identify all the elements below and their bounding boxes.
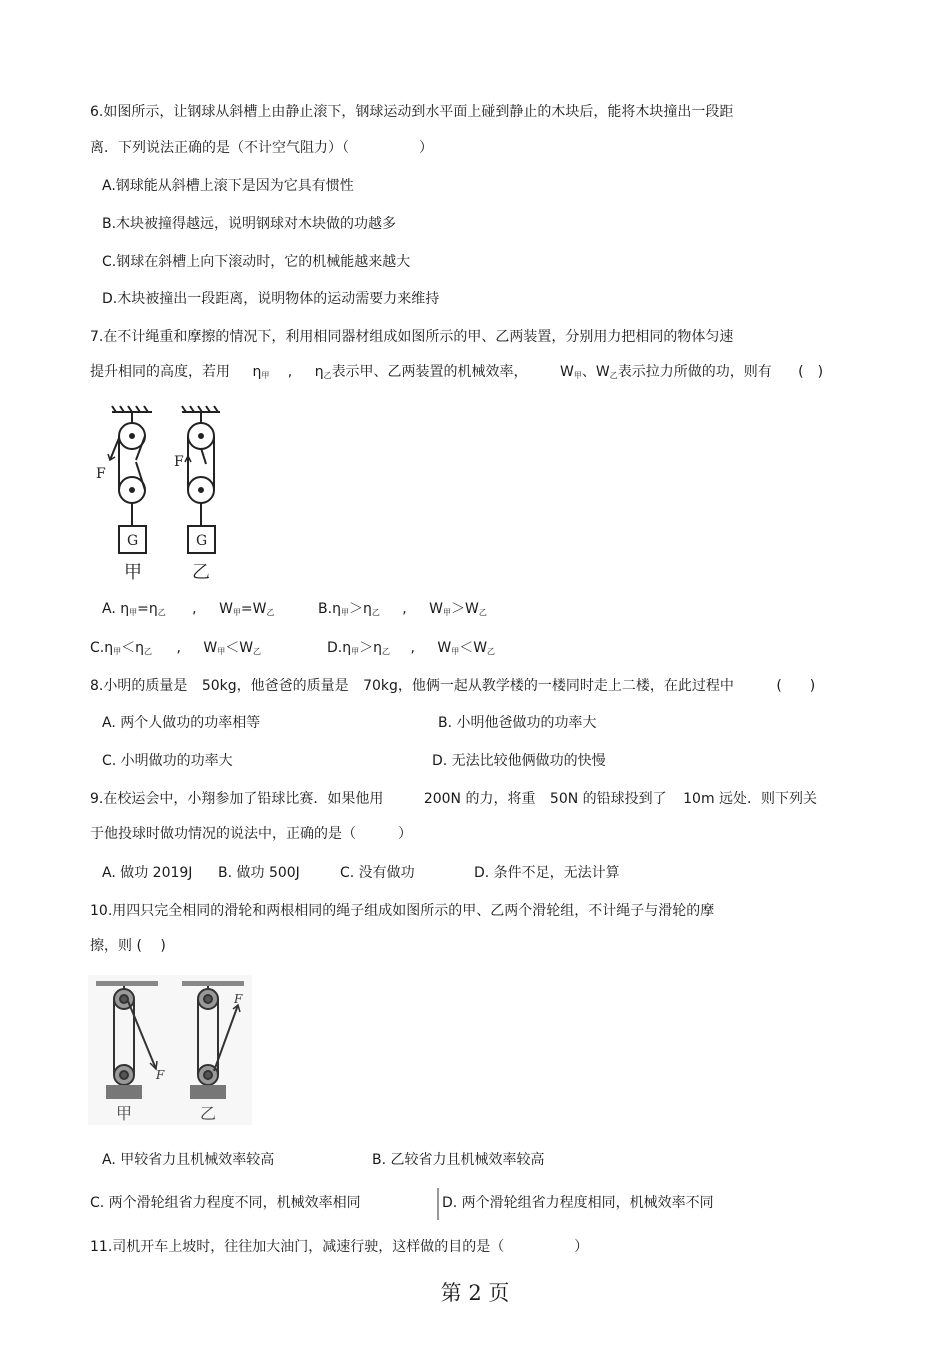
q8-option-c: C. 小明做功的功率大 [102, 753, 233, 769]
q10-force-label-left: F [156, 1068, 165, 1082]
q9-stem-line1: 9.在校运会中，小翔参加了铅球比赛．如果他用 200N 的力，将重 50N 的铅球投到了 10m 远处．则下列关 [90, 791, 818, 807]
q10-option-a: A. 甲较省力且机械效率较高 [102, 1152, 275, 1168]
q10-option-d: D. 两个滑轮组省力程度相同，机械效率不同 [442, 1195, 714, 1211]
column-divider [437, 1188, 439, 1220]
q8-option-d: D. 无法比较他俩做功的快慢 [432, 753, 606, 769]
q10-force-label-right: F [234, 992, 243, 1006]
q10-pulley-figure [88, 975, 252, 1125]
q9-option-b: B. 做功 500J [218, 865, 300, 881]
q11-stem: 11.司机开车上坡时，往往加大油门，减速行驶，这样做的目的是（ ） [90, 1239, 589, 1255]
q6-option-d: D.木块被撞出一段距离，说明物体的运动需要力来维持 [102, 291, 440, 307]
q10-device-label-jia: 甲 [116, 1104, 133, 1123]
q9-option-c: C. 没有做功 [340, 865, 415, 881]
q7-option-a: A. $\eta_甲=\eta_乙$ , $W_甲=W_乙$ [102, 601, 275, 617]
ceiling-left [96, 981, 158, 986]
q10-device-label-yi: 乙 [200, 1104, 217, 1123]
q7-weight-label-right: G [196, 533, 208, 549]
q7-option-b: $B.\eta_甲>\eta_乙$ , $W_甲>W_乙$ [318, 601, 487, 617]
q7-option-c: $C.\eta_甲<\eta_乙$ , $W_甲<W_乙$ [90, 640, 262, 656]
q6-stem-line2: 离．下列说法正确的是（不计空气阻力）（ ） [90, 140, 433, 156]
q10-option-c: C. 两个滑轮组省力程度不同，机械效率相同 [90, 1195, 361, 1211]
q7-stem-line1: 7.在不计绳重和摩擦的情况下，利用相同器材组成如图所示的甲、乙两装置，分别用力把相同的物体匀速 [90, 329, 734, 345]
q9-option-d: D. 条件不足，无法计算 [474, 865, 620, 881]
q7-device-label-jia: 甲 [124, 562, 142, 583]
weight-left [106, 1085, 142, 1099]
q7-force-label-left: F [96, 466, 106, 482]
q10-option-b: B. 乙较省力且机械效率较高 [372, 1152, 545, 1168]
q7-device-label-yi: 乙 [192, 562, 210, 583]
q10-stem-line2: 擦，则 ( ) [90, 938, 166, 954]
q8-stem: 8.小明的质量是 50kg，他爸爸的质量是 70kg，他俩一起从教学楼的一楼同时走上二楼，在此过程中 ( ) [90, 678, 816, 694]
q8-option-a: A. 两个人做功的功率相等 [102, 715, 261, 731]
q7-weight-label-left: G [127, 533, 139, 549]
q6-option-a: A.钢球能从斜槽上滚下是因为它具有惯性 [102, 178, 354, 194]
q9-stem-line2: 于他投球时做功情况的说法中，正确的是（ ） [90, 826, 412, 842]
ceiling-right [182, 981, 244, 986]
q6-option-c: C.钢球在斜槽上向下滚动时，它的机械能越来越大 [102, 254, 411, 270]
q7-stem-line2: 提升相同的高度，若用 $\eta_甲$ , $\eta_乙$表示甲、乙两装置的机械效率， $W_甲$、$W_乙$表示拉力所做的功，则有 ( ) [90, 364, 824, 380]
q7-force-label-right: F [174, 454, 184, 470]
weight-right [190, 1085, 226, 1099]
q9-option-a: A. 做功 2019J [102, 865, 193, 881]
q8-option-b: B. 小明他爸做功的功率大 [438, 715, 597, 731]
q6-option-b: B.木块被撞得越远，说明钢球对木块做的功越多 [102, 216, 397, 232]
q6-stem-line1: 6.如图所示，让钢球从斜槽上由静止滚下，钢球运动到水平面上碰到静止的木块后，能将木块撞出一段距 [90, 104, 734, 120]
q7-option-d: $D.\eta_甲>\eta_乙$ , $W_甲<W_乙$ [327, 640, 496, 656]
q7-pulley-figure [88, 402, 248, 584]
page-number: 第 2 页 [440, 1281, 510, 1305]
q10-stem-line1: 10.用四只完全相同的滑轮和两根相同的绳子组成如图所示的甲、乙两个滑轮组，不计绳子与滑轮的摩 [90, 903, 715, 919]
